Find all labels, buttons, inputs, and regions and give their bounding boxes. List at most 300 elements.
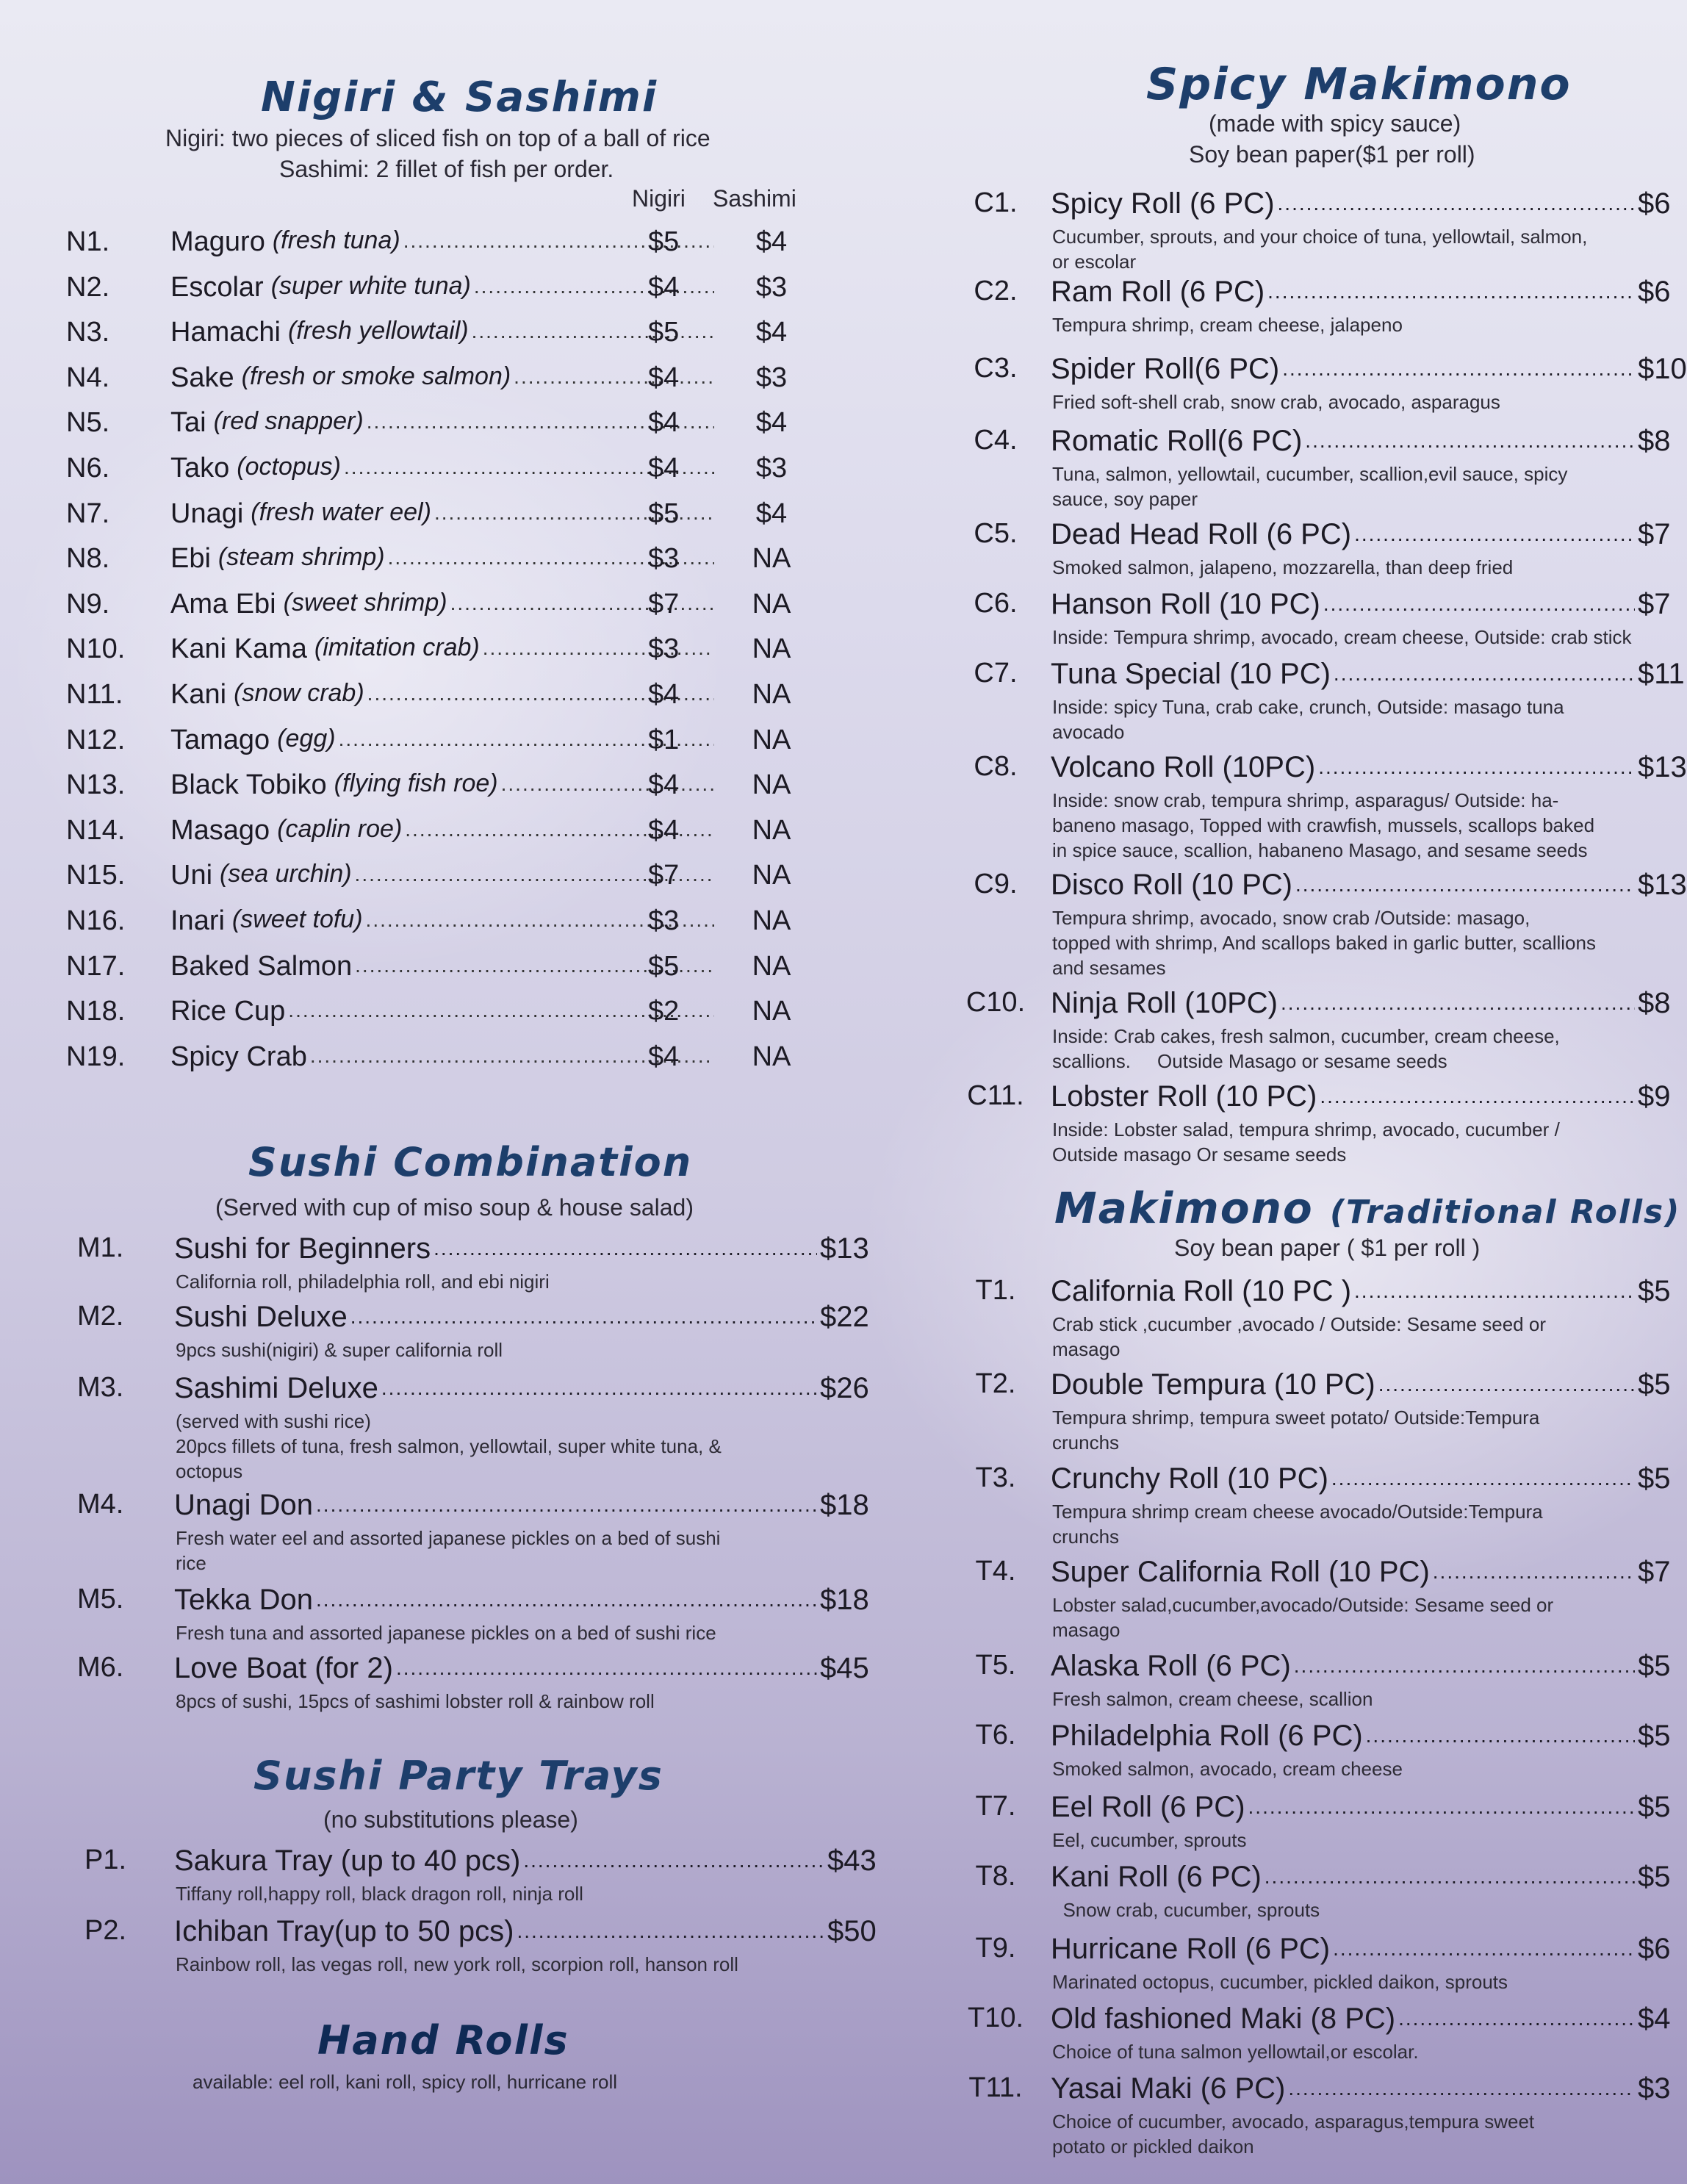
item-detail xyxy=(176,1689,819,1714)
item-detail-line: Tempura shrimp, cream cheese, jalapeno xyxy=(1052,314,1403,336)
item-description: (octopus) xyxy=(237,453,342,481)
item-detail-line: scallions. Outside Masago or sesame seeds xyxy=(1052,1050,1447,1072)
item-price: $9 xyxy=(1638,1080,1671,1113)
item-code: M6. xyxy=(77,1652,124,1683)
dot-leader xyxy=(1275,187,1635,220)
item-name-line xyxy=(1051,1080,1635,1113)
item-description: (fresh or smoke salmon) xyxy=(241,362,511,390)
item-name-line xyxy=(1051,2072,1635,2105)
item-price: $11 xyxy=(1638,658,1685,690)
dot-leader xyxy=(1351,1275,1635,1308)
item-code: C3. xyxy=(974,353,1018,384)
nigiri-row xyxy=(66,905,801,946)
item-description: (fresh tuna) xyxy=(272,226,400,254)
item-description: (egg) xyxy=(277,725,336,752)
item-description: (flying fish roe) xyxy=(334,769,498,797)
item-description: (steam shrimp) xyxy=(217,543,385,571)
item-code: N13. xyxy=(66,769,126,800)
item-price: $18 xyxy=(820,1489,869,1521)
item-name-line xyxy=(170,1041,714,1073)
nigiri-price: $5 xyxy=(648,951,680,982)
item-detail-line: topped with shrimp, And scallops baked in garlic butter, scallions xyxy=(1052,932,1596,954)
col-header-sashimi: Sashimi xyxy=(713,185,796,212)
nigiri-row xyxy=(66,543,801,584)
item-name: Kani xyxy=(170,679,227,710)
item-detail xyxy=(1052,1117,1636,1167)
item-name: Tekka Don xyxy=(174,1584,313,1616)
dot-leader xyxy=(1291,1650,1635,1683)
item-description: (super white tuna) xyxy=(270,272,471,300)
item-name-line xyxy=(1051,1556,1635,1589)
item-detail xyxy=(1052,312,1636,337)
item-detail-line: (served with sushi rice) xyxy=(176,1410,371,1432)
item-code: P2. xyxy=(84,1915,127,1946)
item-name: Ebi xyxy=(170,543,211,574)
item-name: Sake xyxy=(170,362,234,393)
item-name: Eel Roll (6 PC) xyxy=(1051,1791,1245,1823)
item-price: $10 xyxy=(1638,353,1687,385)
nigiri-row xyxy=(66,996,801,1037)
item-price: $13 xyxy=(1638,751,1687,783)
item-detail xyxy=(1052,1592,1636,1642)
item-code: T6. xyxy=(975,1720,1016,1750)
nigiri-row xyxy=(66,317,801,358)
item-name: Sashimi Deluxe xyxy=(174,1372,378,1404)
sashimi-price: NA xyxy=(752,725,791,755)
item-detail xyxy=(176,1620,819,1645)
item-detail-line: masago xyxy=(1052,1338,1121,1360)
dot-leader xyxy=(520,1844,824,1878)
item-price: $7 xyxy=(1638,588,1671,620)
item-name-line xyxy=(1051,276,1635,309)
item-code: N3. xyxy=(66,317,110,348)
item-name-line xyxy=(174,1372,817,1405)
item-price: $5 xyxy=(1638,1275,1671,1307)
item-code: N9. xyxy=(66,589,110,619)
item-name-line xyxy=(1051,353,1635,386)
item-name: Double Tempura (10 PC) xyxy=(1051,1368,1375,1401)
item-code: N12. xyxy=(66,725,126,755)
item-code: M4. xyxy=(77,1489,124,1520)
item-detail-line: baneno masago, Topped with crawfish, mussels, scallops baked xyxy=(1052,814,1595,836)
sashimi-price: NA xyxy=(752,905,791,936)
item-name: Inari xyxy=(170,905,225,936)
item-name-line xyxy=(170,951,714,983)
item-description: (sweet shrimp) xyxy=(283,589,447,617)
dot-leader xyxy=(313,1584,817,1617)
combination-subtitle: (Served with cup of miso soup & house salad) xyxy=(215,1194,694,1221)
item-name-line xyxy=(174,1301,817,1334)
sashimi-price: $4 xyxy=(755,317,788,348)
item-detail-line: Choice of cucumber, avocado, asparagus,tempura sweet xyxy=(1052,2111,1535,2133)
dot-leader xyxy=(1279,353,1635,386)
dot-leader xyxy=(1262,1861,1635,1894)
item-detail-line: Crab stick ,cucumber ,avocado / Outside: Sesame seed or xyxy=(1052,1313,1546,1335)
item-detail-line: Fresh salmon, cream cheese, scallion xyxy=(1052,1688,1373,1710)
spicy-title: Spicy Makimono xyxy=(1146,59,1572,110)
item-price: $13 xyxy=(820,1232,869,1265)
item-code: N4. xyxy=(66,362,110,393)
dot-leader xyxy=(348,1301,817,1334)
nigiri-price: $5 xyxy=(648,498,680,529)
item-detail-line: Inside: Lobster salad, tempura shrimp, avocado, cucumber / xyxy=(1052,1118,1560,1141)
item-code: C6. xyxy=(974,588,1018,619)
item-code: T3. xyxy=(975,1462,1016,1493)
item-name: Ama Ebi xyxy=(170,589,276,619)
nigiri-price: $1 xyxy=(648,725,680,755)
item-name-line xyxy=(174,1232,817,1265)
sashimi-price: $3 xyxy=(755,362,788,393)
item-detail-line: Smoked salmon, avocado, cream cheese xyxy=(1052,1758,1403,1780)
item-name-line xyxy=(170,543,714,575)
item-price: $50 xyxy=(827,1915,877,1947)
item-name: Maguro xyxy=(170,226,265,257)
nigiri-price: $4 xyxy=(648,769,680,800)
sashimi-price: NA xyxy=(752,1041,791,1072)
item-name-line xyxy=(170,453,714,484)
item-name: Ichiban Tray(up to 50 pcs) xyxy=(174,1915,514,1947)
item-name: Hanson Roll (10 PC) xyxy=(1051,588,1320,620)
item-name: Crunchy Roll (10 PC) xyxy=(1051,1462,1328,1495)
item-detail-line: crunchs xyxy=(1052,1432,1120,1454)
item-name: Yasai Maki (6 PC) xyxy=(1051,2072,1286,2105)
item-detail xyxy=(1052,1312,1636,1362)
item-price: $5 xyxy=(1638,1462,1671,1495)
item-detail xyxy=(1052,1897,1636,1922)
item-name: Tai xyxy=(170,407,206,438)
item-price: $6 xyxy=(1638,187,1671,220)
nigiri-subtitle-1: Nigiri: two pieces of sliced fish on top of a ball of rice xyxy=(165,125,711,151)
item-name-line xyxy=(1051,1791,1635,1824)
item-name-line xyxy=(170,589,714,620)
item-name-line xyxy=(1051,658,1635,691)
item-name-line xyxy=(170,905,714,937)
dot-leader xyxy=(514,1915,824,1948)
item-name: Sushi Deluxe xyxy=(174,1301,348,1333)
item-name: Masago xyxy=(170,815,270,846)
item-price: $5 xyxy=(1638,1368,1671,1401)
dot-leader xyxy=(378,1372,817,1405)
dot-leader xyxy=(431,1232,817,1265)
item-detail xyxy=(1052,1756,1636,1781)
sashimi-price: NA xyxy=(752,589,791,619)
nigiri-price: $5 xyxy=(648,317,680,348)
item-name: Super California Roll (10 PC) xyxy=(1051,1556,1430,1588)
item-detail xyxy=(1052,1405,1636,1455)
item-code: N7. xyxy=(66,498,110,529)
sashimi-price: $4 xyxy=(755,226,788,257)
item-detail-line: Fresh water eel and assorted japanese pickles on a bed of sushi xyxy=(176,1527,721,1549)
nigiri-price: $3 xyxy=(648,633,680,664)
item-price: $22 xyxy=(820,1301,869,1333)
item-name-line xyxy=(170,407,714,439)
item-detail-line: Outside masago Or sesame seeds xyxy=(1052,1143,1347,1165)
nigiri-title: Nigiri & Sashimi xyxy=(261,73,658,121)
sashimi-price: $3 xyxy=(755,272,788,303)
item-name-line xyxy=(174,1652,817,1685)
item-detail xyxy=(1052,788,1636,863)
item-detail-line: Tempura shrimp cream cheese avocado/Outside:Tempura xyxy=(1052,1501,1543,1523)
item-detail xyxy=(1052,1499,1636,1549)
item-code: N5. xyxy=(66,407,110,438)
nigiri-row xyxy=(66,272,801,313)
item-name: Escolar xyxy=(170,272,264,303)
nigiri-price: $2 xyxy=(648,996,680,1027)
item-name-line xyxy=(1051,2002,1635,2036)
item-description: (imitation crab) xyxy=(314,633,480,661)
item-code: N18. xyxy=(66,996,126,1027)
sashimi-price: NA xyxy=(752,769,791,800)
item-detail-line: Inside: Tempura shrimp, avocado, cream cheese, Outside: crab stick xyxy=(1052,626,1632,648)
item-code: N6. xyxy=(66,453,110,484)
spicy-subtitle-1: (made with spicy sauce) xyxy=(1209,110,1461,137)
sashimi-price: NA xyxy=(752,996,791,1027)
item-price: $8 xyxy=(1638,425,1671,457)
item-price: $3 xyxy=(1638,2072,1671,2105)
nigiri-price: $4 xyxy=(648,815,680,846)
sashimi-price: NA xyxy=(752,633,791,664)
item-code: T1. xyxy=(975,1275,1016,1306)
item-description: (sweet tofu) xyxy=(231,905,363,933)
item-name: Alaska Roll (6 PC) xyxy=(1051,1650,1291,1682)
item-detail xyxy=(176,1269,819,1294)
item-name-line xyxy=(170,679,714,711)
item-detail-line: Tuna, salmon, yellowtail, cucumber, scallion,evil sauce, spicy xyxy=(1052,463,1568,485)
hand-rolls-subtitle: available: eel roll, kani roll, spicy roll, hurricane roll xyxy=(193,2071,618,2093)
item-code: M2. xyxy=(77,1301,124,1332)
item-detail-line: Lobster salad,cucumber,avocado/Outside: Sesame seed or xyxy=(1052,1594,1554,1616)
item-detail xyxy=(176,1409,819,1484)
item-code: C10. xyxy=(965,987,1026,1018)
item-name: Old fashioned Maki (8 PC) xyxy=(1051,2002,1396,2035)
item-name: Volcano Roll (10PC) xyxy=(1051,751,1316,783)
item-description: (caplin roe) xyxy=(277,815,403,843)
item-code: T7. xyxy=(975,1791,1016,1822)
dot-leader xyxy=(313,1489,817,1522)
item-name-line xyxy=(1051,869,1635,902)
item-name: Black Tobiko xyxy=(170,769,327,800)
nigiri-row xyxy=(66,453,801,494)
item-detail-line: 8pcs of sushi, 15pcs of sashimi lobster roll & rainbow roll xyxy=(176,1690,655,1712)
item-name-line xyxy=(1051,1650,1635,1683)
item-name-line xyxy=(1051,1720,1635,1753)
item-name: Kani Kama xyxy=(170,633,307,664)
item-detail-line: Tempura shrimp, tempura sweet potato/ Outside:Tempura xyxy=(1052,1407,1540,1429)
item-detail xyxy=(176,1881,826,1906)
item-name: Romatic Roll(6 PC) xyxy=(1051,425,1303,457)
party-trays-subtitle: (no substitutions please) xyxy=(323,1806,578,1833)
nigiri-price: $4 xyxy=(648,362,680,393)
dot-leader xyxy=(1285,2072,1635,2105)
item-detail xyxy=(1052,555,1636,580)
item-name: Baked Salmon xyxy=(170,951,353,982)
item-name-line xyxy=(170,725,714,756)
dot-leader xyxy=(1430,1556,1635,1589)
item-name: Tako xyxy=(170,453,230,484)
dot-leader xyxy=(1375,1368,1635,1401)
nigiri-row xyxy=(66,951,801,992)
item-name-line xyxy=(170,362,714,394)
item-price: $13 xyxy=(1638,869,1687,901)
party-trays-title: Sushi Party Trays xyxy=(253,1753,663,1799)
item-detail-line: 9pcs sushi(nigiri) & super california roll xyxy=(176,1339,503,1361)
nigiri-price: $4 xyxy=(648,272,680,303)
traditional-title xyxy=(1054,1183,1680,1233)
item-name: Spicy Roll (6 PC) xyxy=(1051,187,1275,220)
nigiri-row xyxy=(66,679,801,720)
item-name-line xyxy=(170,498,714,530)
item-code: N1. xyxy=(66,226,110,257)
item-detail xyxy=(1052,2039,1636,2064)
item-code: N14. xyxy=(66,815,126,846)
item-code: T4. xyxy=(975,1556,1016,1587)
item-code: M5. xyxy=(77,1584,124,1614)
item-code: T8. xyxy=(975,1861,1016,1892)
item-detail xyxy=(1052,694,1636,744)
sashimi-price: NA xyxy=(752,543,791,574)
item-detail xyxy=(1052,2109,1636,2159)
item-name-line xyxy=(170,226,714,258)
item-code: N17. xyxy=(66,951,126,982)
dot-leader xyxy=(1245,1791,1635,1824)
sashimi-price: NA xyxy=(752,679,791,710)
item-name: Sushi for Beginners xyxy=(174,1232,431,1265)
item-detail-line: Snow crab, cucumber, sprouts xyxy=(1052,1899,1320,1921)
item-detail xyxy=(1052,461,1636,511)
nigiri-row xyxy=(66,815,801,856)
item-name: Hamachi xyxy=(170,317,281,348)
item-price: $26 xyxy=(820,1372,869,1404)
item-code: C11. xyxy=(967,1080,1024,1111)
nigiri-price: $7 xyxy=(648,860,680,891)
item-description: (snow crab) xyxy=(234,679,364,707)
nigiri-row xyxy=(66,362,801,403)
item-code: T9. xyxy=(975,1933,1016,1964)
item-name: Hurricane Roll (6 PC) xyxy=(1051,1933,1331,1965)
dot-leader xyxy=(393,1652,817,1685)
item-name-line xyxy=(174,1844,824,1878)
item-code: N2. xyxy=(66,272,110,303)
item-detail-line: Fresh tuna and assorted japanese pickles on a bed of sushi rice xyxy=(176,1622,716,1644)
item-detail-line: Fried soft-shell crab, snow crab, avocado, asparagus xyxy=(1052,391,1500,413)
item-name-line xyxy=(174,1489,817,1522)
item-code: C1. xyxy=(974,187,1018,218)
item-name: Rice Cup xyxy=(170,996,286,1027)
item-detail xyxy=(1052,1969,1636,1994)
item-description: (red snapper) xyxy=(213,407,364,435)
nigiri-row xyxy=(66,226,801,267)
item-detail-line: or escolar xyxy=(1052,251,1137,273)
item-detail xyxy=(1052,1828,1636,1853)
sashimi-price: NA xyxy=(752,951,791,982)
nigiri-row xyxy=(66,769,801,811)
item-name: Disco Roll (10 PC) xyxy=(1051,869,1292,901)
item-detail xyxy=(1052,625,1636,650)
item-code: T11. xyxy=(968,2072,1023,2103)
item-price: $43 xyxy=(827,1844,877,1877)
item-name: Tuna Special (10 PC) xyxy=(1051,658,1331,690)
item-detail xyxy=(1052,389,1636,414)
item-detail-line: Tempura shrimp, avocado, snow crab /Outside: masago, xyxy=(1052,907,1530,929)
item-name-line xyxy=(1051,1933,1635,1966)
item-code: C4. xyxy=(974,425,1018,456)
item-price: $5 xyxy=(1638,1791,1671,1823)
item-name-line xyxy=(1051,518,1635,551)
nigiri-price: $3 xyxy=(648,905,680,936)
nigiri-price: $7 xyxy=(648,589,680,619)
item-code: N16. xyxy=(66,905,126,936)
item-detail-line: Eel, cucumber, sprouts xyxy=(1052,1829,1247,1851)
dot-leader xyxy=(1351,518,1635,551)
sashimi-price: $3 xyxy=(755,453,788,484)
nigiri-row xyxy=(66,860,801,901)
nigiri-row xyxy=(66,633,801,675)
item-price: $4 xyxy=(1638,2002,1671,2035)
item-name-line xyxy=(1051,1462,1635,1495)
nigiri-row xyxy=(66,1041,801,1082)
item-name-line xyxy=(1051,425,1635,458)
nigiri-subtitle-2: Sashimi: 2 fillet of fish per order. xyxy=(279,156,614,182)
sashimi-price: NA xyxy=(752,860,791,891)
item-name: Tamago xyxy=(170,725,270,755)
item-name-line xyxy=(170,769,714,801)
nigiri-row xyxy=(66,725,801,766)
item-price: $7 xyxy=(1638,518,1671,550)
item-detail xyxy=(176,1952,826,1977)
item-detail-line: Marinated octopus, cucumber, pickled daikon, sprouts xyxy=(1052,1971,1508,1993)
item-detail-line: rice xyxy=(176,1552,206,1574)
item-name-line xyxy=(1051,588,1635,621)
sashimi-price: $4 xyxy=(755,407,788,438)
dot-leader xyxy=(1302,425,1635,458)
item-detail xyxy=(1052,224,1636,274)
item-code: P1. xyxy=(84,1844,127,1875)
item-detail-line: 20pcs fillets of tuna, fresh salmon, yellowtail, super white tuna, & xyxy=(176,1435,722,1457)
item-name: Ninja Roll (10PC) xyxy=(1051,987,1278,1019)
item-name-line xyxy=(170,272,714,303)
hand-rolls-title: Hand Rolls xyxy=(317,2017,569,2063)
spicy-subtitle-2: Soy bean paper($1 per roll) xyxy=(1189,141,1475,168)
item-name-line xyxy=(170,815,714,847)
item-price: $6 xyxy=(1638,1933,1671,1965)
item-detail xyxy=(1052,1687,1636,1711)
dot-leader xyxy=(1317,1080,1635,1113)
item-code: T5. xyxy=(975,1650,1016,1681)
dot-leader xyxy=(1395,2002,1635,2036)
item-price: $6 xyxy=(1638,276,1671,308)
item-detail-line: in spice sauce, scallion, habaneno Masago, and sesame seeds xyxy=(1052,839,1588,861)
nigiri-price: $4 xyxy=(648,679,680,710)
item-detail-line: octopus xyxy=(176,1460,243,1482)
item-name: Ram Roll (6 PC) xyxy=(1051,276,1265,308)
item-price: $5 xyxy=(1638,1861,1671,1893)
col-header-nigiri: Nigiri xyxy=(632,185,686,212)
item-code: N19. xyxy=(66,1041,126,1072)
traditional-title-paren: (Traditional Rolls) xyxy=(1329,1193,1681,1231)
nigiri-row xyxy=(66,407,801,448)
item-detail-line: Choice of tuna salmon yellowtail,or escolar. xyxy=(1052,2041,1419,2063)
item-name-line xyxy=(1051,1861,1635,1894)
item-name-line xyxy=(170,317,714,348)
item-name-line xyxy=(1051,1368,1635,1401)
item-code: M1. xyxy=(77,1232,124,1263)
item-price: $7 xyxy=(1638,1556,1671,1588)
item-price: $45 xyxy=(820,1652,869,1684)
item-name: Lobster Roll (10 PC) xyxy=(1051,1080,1317,1113)
dot-leader xyxy=(1292,869,1635,902)
item-detail-line: and sesames xyxy=(1052,957,1166,979)
item-detail-line: Inside: snow crab, tempura shrimp, asparagus/ Outside: ha- xyxy=(1052,789,1559,811)
